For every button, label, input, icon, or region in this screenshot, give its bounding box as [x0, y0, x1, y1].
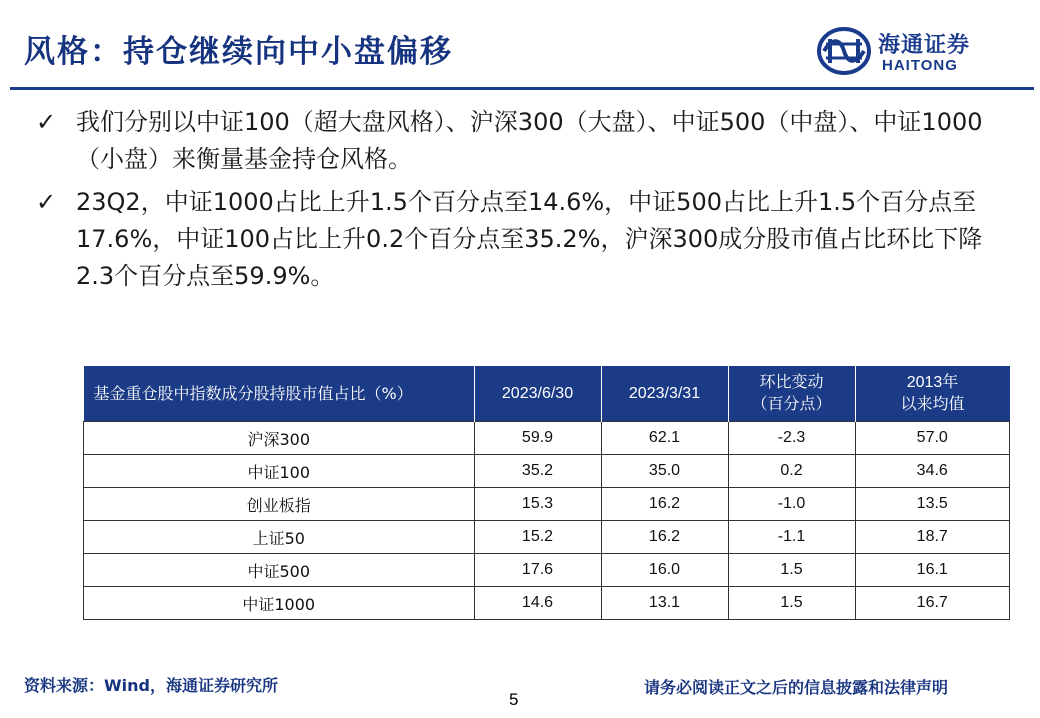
cell-index-name: 沪深300	[84, 422, 475, 455]
cell-value: -1.1	[728, 521, 855, 554]
header-qoq-change-line1: 环比变动	[759, 373, 824, 391]
page-number: 5	[509, 690, 519, 709]
logo-english-text: HAITONG	[882, 57, 958, 74]
cell-value: 57.0	[855, 422, 1010, 455]
table-row	[84, 587, 1010, 620]
header-qoq-change-line2: （百分点）	[751, 395, 832, 413]
haitong-logo-icon	[816, 26, 872, 76]
table-row	[84, 455, 1010, 488]
cell-index-name: 中证100	[84, 455, 475, 488]
header-average-line2: 以来均值	[900, 395, 965, 413]
header-2023-03-31: 2023/3/31	[601, 366, 728, 422]
cell-value: 1.5	[728, 554, 855, 587]
cell-value: 13.1	[601, 587, 728, 620]
header-index-share: 基金重仓股中指数成分股持股市值占比（%）	[84, 366, 475, 422]
bullet-list	[36, 104, 1016, 301]
table-row	[84, 422, 1010, 455]
cell-value: 16.2	[601, 488, 728, 521]
cell-value: 13.5	[855, 488, 1010, 521]
cell-index-name: 创业板指	[84, 488, 475, 521]
legal-disclaimer: 请务必阅读正文之后的信息披露和法律声明	[644, 678, 949, 697]
table-row	[84, 488, 1010, 521]
cell-value: 14.6	[474, 587, 601, 620]
cell-value: 35.0	[601, 455, 728, 488]
cell-value: 15.2	[474, 521, 601, 554]
cell-value: 16.2	[601, 521, 728, 554]
header-average-line1: 2013年	[906, 373, 959, 391]
title-divider	[10, 87, 1034, 90]
header-qoq-change	[728, 366, 855, 422]
header-average-since-2013	[855, 366, 1010, 422]
cell-value: -1.0	[728, 488, 855, 521]
cell-value: 59.9	[474, 422, 601, 455]
header-2023-06-30: 2023/6/30	[474, 366, 601, 422]
source-note: 资料来源：Wind，海通证券研究所	[24, 676, 278, 695]
cell-value: 18.7	[855, 521, 1010, 554]
holdings-table	[83, 366, 1010, 620]
logo-chinese-text: 海通证券	[878, 32, 971, 58]
cell-value: -2.3	[728, 422, 855, 455]
table-row	[84, 554, 1010, 587]
cell-index-name: 上证50	[84, 521, 475, 554]
cell-index-name: 中证500	[84, 554, 475, 587]
bullet-text: 我们分别以中证100（超大盘风格）、沪深300（大盘）、中证500（中盘）、中证1000（小盘）来衡量基金持仓风格。	[76, 108, 983, 173]
cell-value: 0.2	[728, 455, 855, 488]
checkmark-icon: ✓	[36, 188, 57, 216]
table-row	[84, 521, 1010, 554]
cell-value: 16.0	[601, 554, 728, 587]
bullet-item	[36, 184, 1016, 295]
table-header-row	[84, 366, 1010, 422]
cell-value: 15.3	[474, 488, 601, 521]
company-logo	[816, 24, 1016, 80]
cell-index-name: 中证1000	[84, 587, 475, 620]
cell-value: 35.2	[474, 455, 601, 488]
cell-value: 34.6	[855, 455, 1010, 488]
cell-value: 16.1	[855, 554, 1010, 587]
cell-value: 17.6	[474, 554, 601, 587]
cell-value: 16.7	[855, 587, 1010, 620]
bullet-item	[36, 104, 1016, 178]
cell-value: 62.1	[601, 422, 728, 455]
page-title: 风格：持仓继续向中小盘偏移	[24, 34, 453, 70]
bullet-text: 23Q2，中证1000占比上升1.5个百分点至14.6%，中证500占比上升1.5个百分点至17.6%，中证100占比上升0.2个百分点至35.2%，沪深300成分股市值占比环比下降2.3个百分点至59.9%。	[76, 188, 983, 290]
checkmark-icon: ✓	[36, 108, 57, 136]
cell-value: 1.5	[728, 587, 855, 620]
